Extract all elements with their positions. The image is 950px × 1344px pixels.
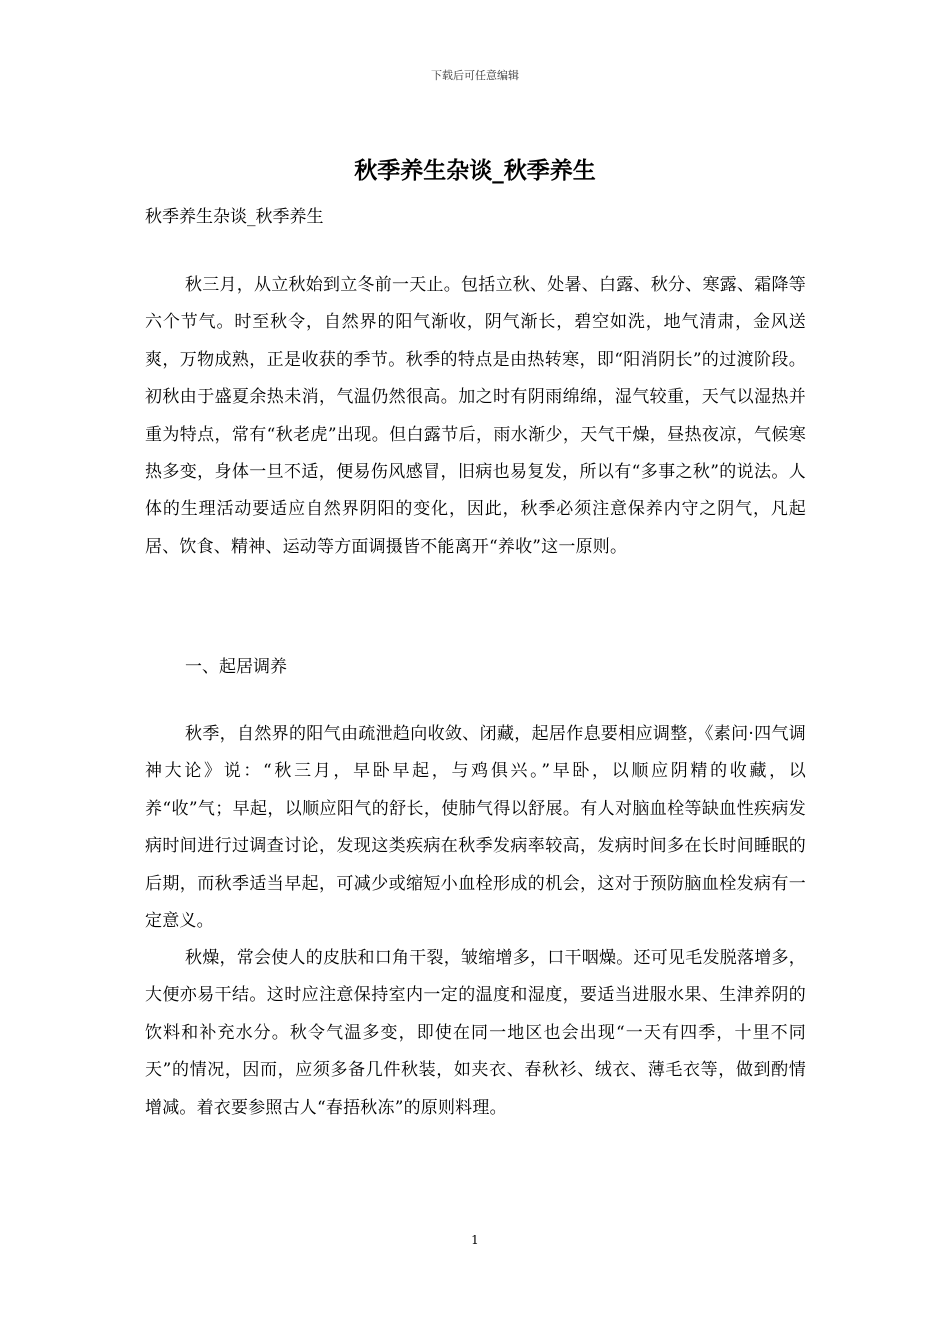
document-title: 秋季养生杂谈_秋季养生 xyxy=(354,157,596,184)
section-heading: 一、起居调养 xyxy=(185,657,287,677)
document-subtitle: 秋季养生杂谈_秋季养生 xyxy=(145,207,324,227)
section-paragraph: 秋燥，常会使人的皮肤和口角干裂，皱缩增多，口干咽燥。还可见毛发脱落增多，大便亦易干结。这时应注意保持室内一定的温度和湿度，要适当进服水果、生津养阴的饮料和补充水分。秋令气温多变，即使在同一地区也会出现“一天有四季，十里不同天”的情况，因而，应须多备几件秋装，如夹衣、春秋衫、绒衣、薄毛衣等，做到酌情增减。着衣要参照古人“春捂秋冻”的原则料理。 xyxy=(145,948,806,1118)
section-paragraph: 秋季，自然界的阳气由疏泄趋向收敛、闭藏，起居作息要相应调整，《素问·四气调神大论》说：“秋三月，早卧早起，与鸡俱兴。”早卧，以顺应阴精的收藏，以养“收”气；早起，以顺应阳气的舒长，使肺气得以舒展。有人对脑血栓等缺血性疾病发病时间进行过调查讨论，发现这类疾病在秋季发病率较高，发病时间多在长时间睡眠的后期，而秋季适当早起，可减少或缩短小血栓形成的机会，这对于预防脑血栓发病有一定意义。 xyxy=(145,724,806,932)
intro-paragraph: 秋三月，从立秋始到立冬前一天止。包括立秋、处暑、白露、秋分、寒露、霜降等六个节气。时至秋令，自然界的阳气渐收，阴气渐长，碧空如洗，地气清肃，金风送爽，万物成熟，正是收获的季节。秋季的特点是由热转寒，即“阳消阴长”的过渡阶段。初秋由于盛夏余热未消，气温仍然很高。加之时有阴雨绵绵，湿气较重，天气以湿热并重为特点，常有“秋老虎”出现。但白露节后，雨水渐少，天气干燥，昼热夜凉，气候寒热多变，身体一旦不适，便易伤风感冒，旧病也易复发，所以有“多事之秋”的说法。人体的生理活动要适应自然界阴阳的变化，因此，秋季必须注意保养内守之阴气，凡起居、饮食、精神、运动等方面调摄皆不能离开“养收”这一原则。 xyxy=(145,275,806,557)
page-number: 1 xyxy=(471,1233,479,1247)
header-note: 下载后可任意编辑 xyxy=(431,69,519,82)
